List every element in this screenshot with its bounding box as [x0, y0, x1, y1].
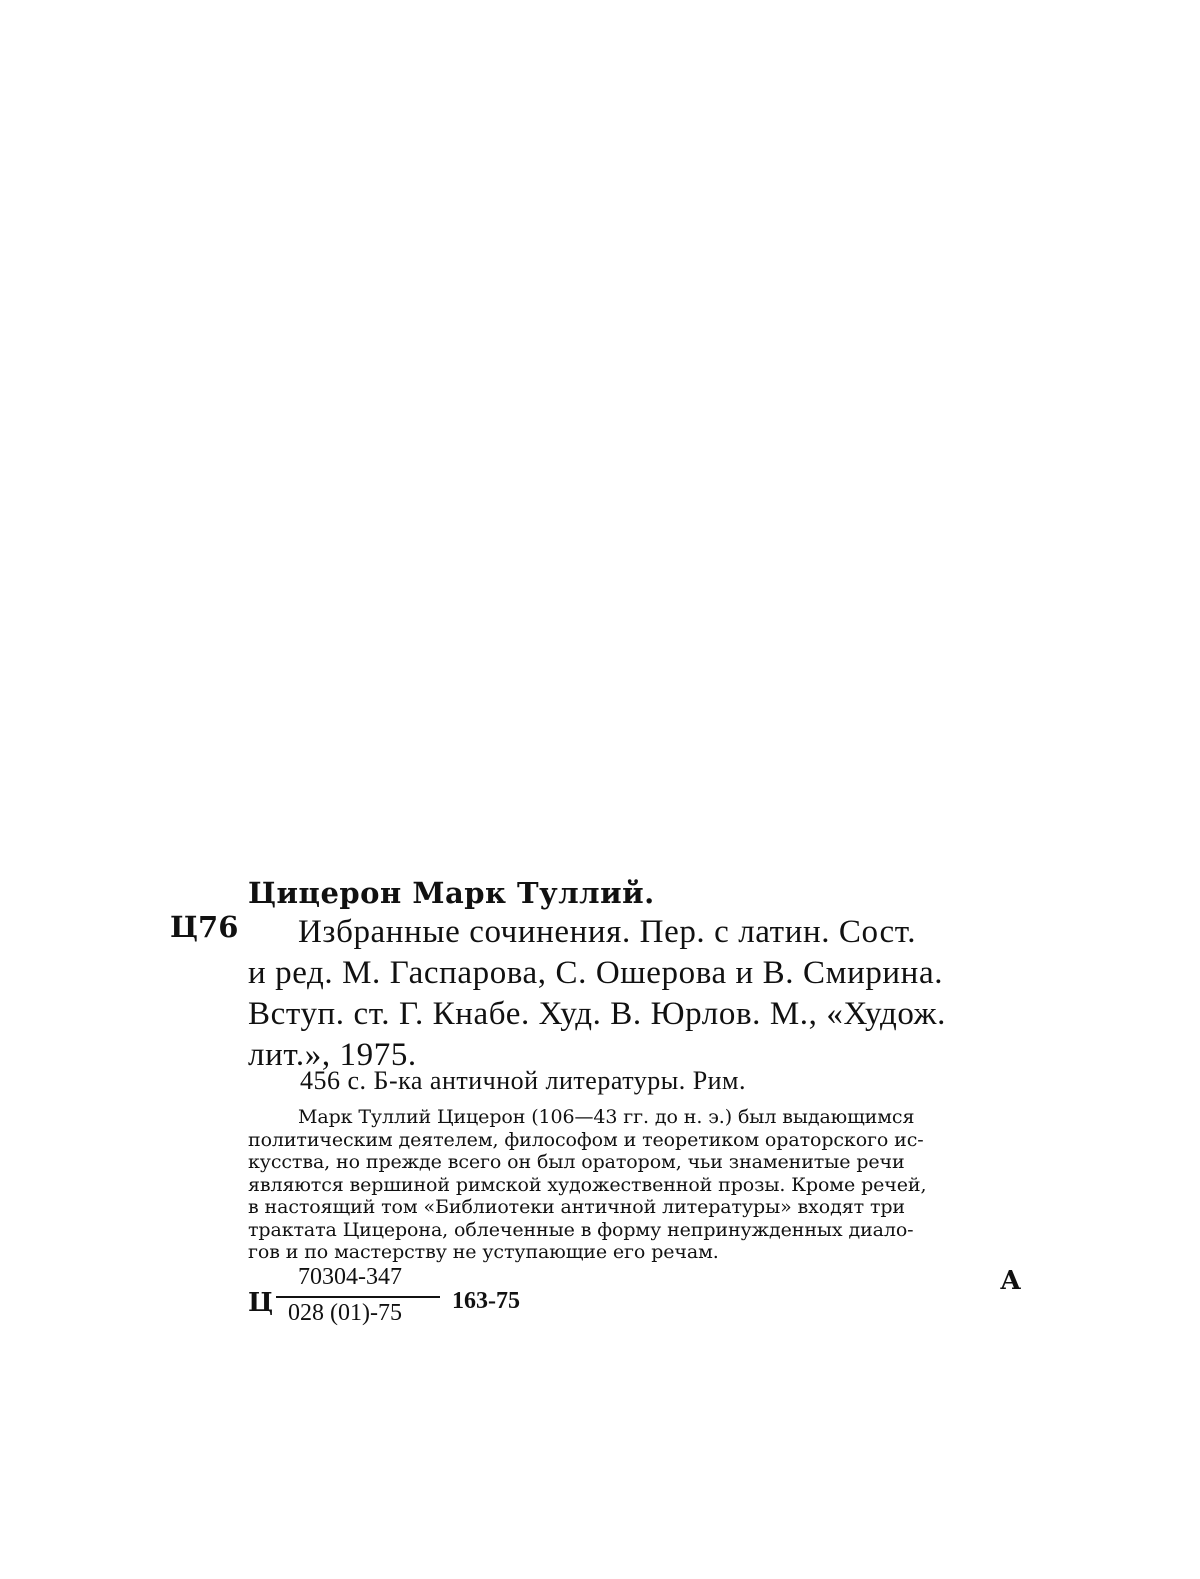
- bibliographic-description: [248, 912, 1038, 1076]
- call-number: Ц76: [170, 910, 239, 944]
- annotation: [248, 1106, 1028, 1264]
- annotation-line: кусства, но прежде всего он был оратором, чьи знаменитые речи: [248, 1151, 905, 1173]
- annotation-line: гов и по мастерству не уступающие его речам.: [248, 1241, 719, 1263]
- publication-index: [248, 1264, 1038, 1334]
- description-line: Вступ. ст. Г. Кнабе. Худ. В. Юрлов. М., «Худож.: [248, 996, 946, 1032]
- pages-series: 456 с. Б-ка античной литературы. Рим.: [300, 1066, 747, 1095]
- index-letter: Ц: [248, 1288, 274, 1318]
- author-heading: Цицерон Марк Туллий.: [248, 876, 655, 910]
- index-denominator: 028 (01)-75: [288, 1300, 402, 1326]
- fraction-bar: [276, 1296, 440, 1298]
- annotation-line: трактата Цицерона, облеченные в форму непринужденных диало-: [248, 1218, 914, 1241]
- description-line: Избранные сочинения. Пер. с латин. Сост.: [298, 914, 917, 950]
- annotation-line: в настоящий том «Библиотеки античной литературы» входят три: [248, 1196, 905, 1218]
- annotation-line: Марк Туллий Цицерон (106—43 гг. до н. э.) был выдающимся: [298, 1106, 915, 1128]
- annotation-line: политическим деятелем, философом и теоретиком ораторского ис-: [248, 1128, 924, 1151]
- index-numerator: 70304-347: [298, 1264, 402, 1290]
- description-line: лит.», 1975.: [248, 1037, 417, 1073]
- price-mark: А: [1000, 1266, 1022, 1296]
- order-code: 163-75: [452, 1288, 520, 1314]
- annotation-line: являются вершиной римской художественной прозы. Кроме речей,: [248, 1173, 927, 1196]
- description-line: и ред. М. Гаспарова, С. Ошерова и В. Смирина.: [248, 955, 944, 991]
